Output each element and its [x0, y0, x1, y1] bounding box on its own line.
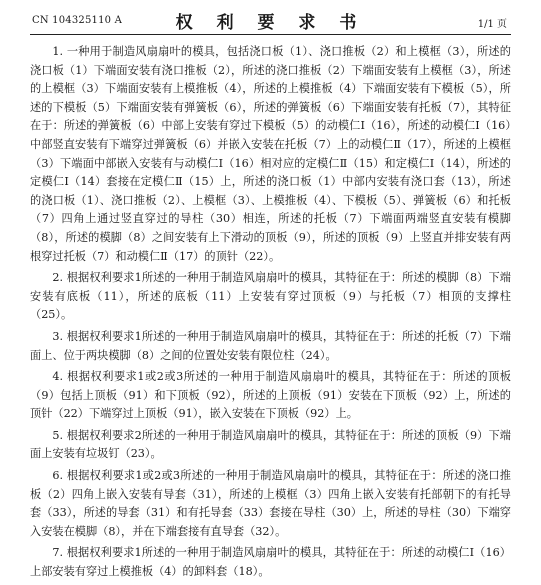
claim-3: 3. 根据权利要求1所述的一种用于制造风扇扇叶的模具，其特征在于：所述的托板（7）下端面上、位于两块模脚（8）之间的位置处安装有限位柱（24）。 — [30, 329, 511, 362]
publication-number: CN 104325110 A — [32, 15, 123, 26]
claim-2: 2. 根据权利要求1所述的一种用于制造风扇扇叶的模具，其特征在于：所述的模脚（8）下端安装有底板（11），所述的底板（11）上安装有穿过顶板（9）与托板（7）相顶的支撑柱（25）。 — [30, 271, 511, 322]
claims-body — [30, 43, 511, 582]
claim-4: 4. 根据权利要求1或2或3所述的一种用于制造风扇扇叶的模具，其特征在于：所述的顶板（9）包括上顶板（91）和下顶板（92），所述的上顶板（91）安装在下顶板（92）上，所述的顶针（22）下端穿过上顶板（91），嵌入安装在下顶板（92）上。 — [30, 370, 511, 421]
document-title: 权 利 要 求 书 — [175, 13, 366, 33]
claim-7: 7. 根据权利要求1所述的一种用于制造风扇扇叶的模具，其特征在于：所述的动模仁Ⅰ（16）上部安装有穿过上模推板（4）的卸料套（18）。 — [30, 546, 511, 579]
claim-1: 1. 一种用于制造风扇扇叶的模具，包括浇口板（1）、浇口推板（2）和上模框（3），所述的浇口板（1）下端面安装有浇口推板（2），所述的浇口推板（2）下端面安装有上模框（3），所述的上模框（3）下端面安装有上模推板（4），所述的上模推板（4）下端面安装有下模板（5），所述的下模板（5）下端面安装有弹簧板（6），所述的弹簧板（6）下端面安装有托板（7），其特征在于：所述的弹簧板（6）中部上安装有穿过下模板（5）的动模仁Ⅰ（16），所述的动模仁Ⅰ（16）中部竖直安装有下端穿过弹簧板（6）并嵌入安装在托板（7）上的动模仁Ⅱ（17），所述的上模框（3）下端面中部嵌入安装有与动模仁Ⅰ（16）相对应的定模仁Ⅱ（15）和定模仁Ⅰ（14），所述的定模仁Ⅰ（14）套接在定模仁Ⅱ（15）上，所述的浇口板（1）中部内安装有浇口套（13），所述的浇口板（1）、浇口推板（2）、上模框（3）、上模推板（4）、下模板（5）、弹簧板（6）和托板（7）四角上通过竖直穿过的导柱（30）相连，所述的托板（7）下端面两端竖直安装有模脚（8），所述的模脚（8）之间安装有上下滑动的顶板（9），所述的顶板（9）上竖直并排安装有两根穿过托板（7）和动模仁Ⅱ（17）的顶针（22）。 — [30, 45, 511, 263]
claim-5: 5. 根据权利要求2所述的一种用于制造风扇扇叶的模具，其特征在于：所述的顶板（9）下端面上安装有垃圾钉（23）。 — [30, 428, 511, 461]
page-header — [30, 4, 511, 35]
page-number: 1/1 页 — [477, 19, 507, 30]
claim-6: 6. 根据权利要求1或2或3所述的一种用于制造风扇扇叶的模具，其特征在于：所述的浇口推板（2）四角上嵌入安装有导套（31），所述的上模框（3）四角上嵌入安装有托部朝下的有托导套（33），所述的导套（31）和有托导套（33）套接在导柱（30）上，所述的导柱（30）下端穿入安装在模脚（8），并在下端套接有直导套（32）。 — [30, 469, 511, 538]
